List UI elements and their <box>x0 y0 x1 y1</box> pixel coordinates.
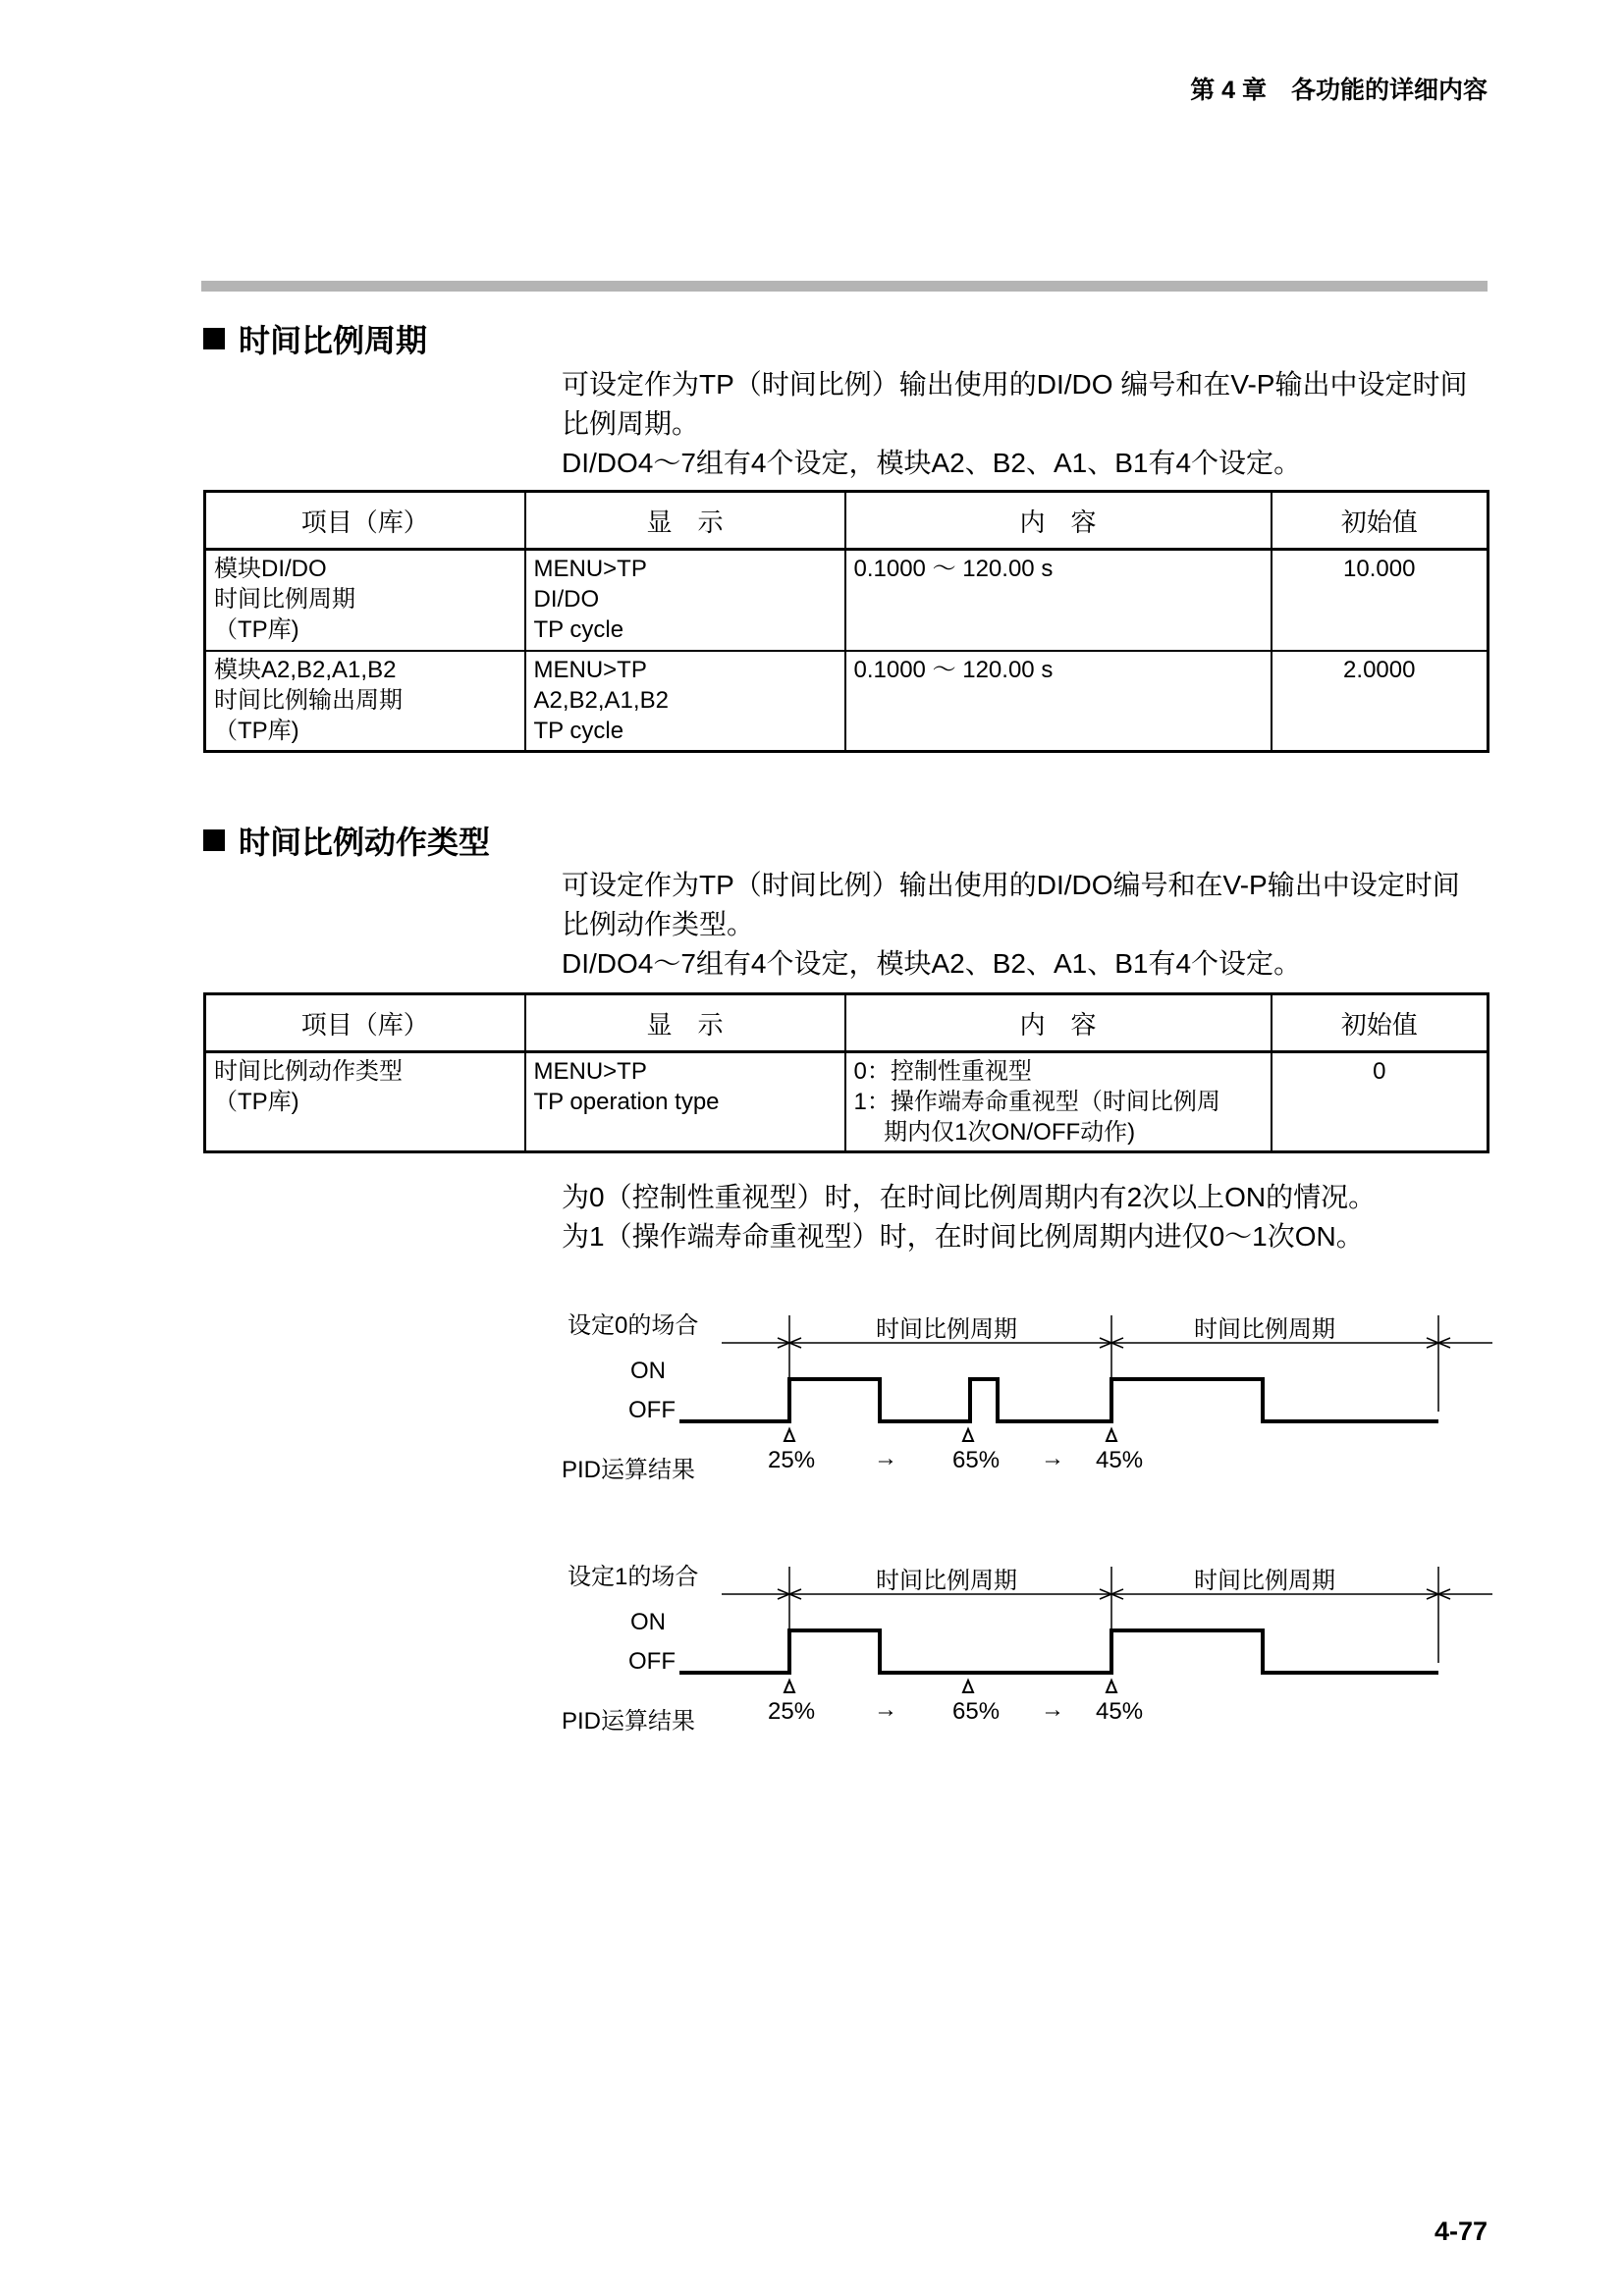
content-cell <box>845 1052 1272 1152</box>
paragraph-line: DI/DO4～7组有4个设定，模块A2、B2、A1、B1有4个设定。 <box>562 948 1302 979</box>
cell-text: 时间比例动作类型 <box>214 1058 403 1085</box>
cell-text: （TP库) <box>214 717 299 744</box>
cell-text: 0.1000 ～ 120.00 s <box>853 556 1054 582</box>
section2-notes <box>562 1178 1489 1256</box>
cell-text: TP cycle <box>533 616 624 643</box>
section-title-text: 时间比例周期 <box>239 323 428 358</box>
cell-text: （TP库) <box>214 616 299 643</box>
content-cell <box>845 550 1272 651</box>
setting-label: 设定0的场合 <box>568 1312 699 1339</box>
display-cell <box>525 1052 845 1152</box>
table-row <box>205 651 1489 752</box>
pid-value: 65% <box>952 1447 1001 1473</box>
cell-text: A2,B2,A1,B2 <box>533 686 669 714</box>
pid-value: 25% <box>768 1698 816 1725</box>
pid-value: 25% <box>768 1447 816 1473</box>
square-bullet-icon <box>203 829 225 851</box>
content-cell <box>845 651 1272 752</box>
initial-value-cell: 2.0000 <box>1272 651 1489 752</box>
period-label: 时间比例周期 <box>876 1316 1017 1343</box>
initial-value-cell: 0 <box>1272 1052 1489 1152</box>
table-header-row <box>205 994 1489 1052</box>
column-header-display: 显 示 <box>525 994 845 1052</box>
arrow-right-icon: → <box>1041 1696 1064 1723</box>
cell-text: DI/DO <box>533 586 600 613</box>
section1-description <box>562 365 1489 483</box>
cell-text: MENU>TP <box>533 556 647 582</box>
item-cell <box>205 1052 525 1152</box>
initial-value-cell: 10.000 <box>1272 550 1489 651</box>
cell-text: TP operation type <box>533 1089 720 1115</box>
pid-value: 65% <box>952 1698 1001 1725</box>
pid-result-label: PID运算结果 <box>562 1457 696 1483</box>
cell-text: 1：操作端寿命重视型（时间比例周 <box>853 1089 1220 1115</box>
table-row <box>205 550 1489 651</box>
note-line: 为1（操作端寿命重视型）时，在时间比例周期内进仅0～1次ON。 <box>562 1221 1364 1252</box>
arrow-right-icon: → <box>874 1696 897 1723</box>
timing-diagram-setting-0 <box>550 1296 1492 1502</box>
cell-text: MENU>TP <box>533 1058 647 1085</box>
section-divider <box>201 281 1488 292</box>
on-label: ON <box>630 1358 666 1384</box>
arrow-right-icon: → <box>1041 1445 1064 1471</box>
column-header-display: 显 示 <box>525 492 845 550</box>
item-cell <box>205 651 525 752</box>
table-row <box>205 1052 1489 1152</box>
tp-cycle-table <box>203 490 1489 753</box>
paragraph-line: DI/DO4～7组有4个设定，模块A2、B2、A1、B1有4个设定。 <box>562 448 1302 478</box>
period-label: 时间比例周期 <box>1194 1568 1335 1594</box>
pid-value: 45% <box>1096 1698 1144 1725</box>
cell-text: MENU>TP <box>533 656 647 683</box>
paragraph-line: 比例动作类型。 <box>562 909 755 939</box>
pid-result-label: PID运算结果 <box>562 1708 696 1735</box>
off-label: OFF <box>628 1397 676 1423</box>
setting-label: 设定1的场合 <box>568 1564 699 1590</box>
display-cell <box>525 550 845 651</box>
paragraph-line: 可设定作为TP（时间比例）输出使用的DI/DO 编号和在V-P输出中设定时间 <box>562 369 1468 400</box>
table-header-row <box>205 492 1489 550</box>
cell-text: 时间比例周期 <box>214 586 355 613</box>
tp-operation-type-table <box>203 992 1489 1153</box>
off-label: OFF <box>628 1648 676 1675</box>
timing-diagram-setting-1 <box>550 1547 1492 1753</box>
column-header-content: 内 容 <box>845 492 1272 550</box>
period-label: 时间比例周期 <box>876 1568 1017 1594</box>
cell-text: 模块A2,B2,A1,B2 <box>214 656 397 683</box>
arrow-right-icon: → <box>874 1445 897 1471</box>
cell-text: 期内仅1次ON/OFF动作) <box>853 1119 1136 1146</box>
paragraph-line: 可设定作为TP（时间比例）输出使用的DI/DO编号和在V-P输出中设定时间 <box>562 870 1460 900</box>
pid-value: 45% <box>1096 1447 1144 1473</box>
cell-text: 模块DI/DO <box>214 556 327 582</box>
section2-description <box>562 866 1489 984</box>
page-number: 4-77 <box>1434 2216 1488 2246</box>
on-label: ON <box>630 1609 666 1635</box>
period-label: 时间比例周期 <box>1194 1316 1335 1343</box>
chapter-header: 第 4 章 各功能的详细内容 <box>1190 77 1488 104</box>
cell-text: 0：控制性重视型 <box>853 1058 1032 1085</box>
display-cell <box>525 651 845 752</box>
note-line: 为0（控制性重视型）时，在时间比例周期内有2次以上ON的情况。 <box>562 1182 1377 1212</box>
column-header-item: 项目（库） <box>205 492 525 550</box>
cell-text: 0.1000 ～ 120.00 s <box>853 656 1054 683</box>
item-cell <box>205 550 525 651</box>
square-bullet-icon <box>203 328 225 349</box>
cell-text: TP cycle <box>533 717 624 744</box>
section-title-tp-cycle <box>203 316 427 361</box>
column-header-initial: 初始值 <box>1272 994 1489 1052</box>
cell-text: （TP库) <box>214 1089 299 1115</box>
column-header-item: 项目（库） <box>205 994 525 1052</box>
section-title-text: 时间比例动作类型 <box>239 825 491 860</box>
paragraph-line: 比例周期。 <box>562 408 700 439</box>
section-title-tp-operation-type <box>203 818 490 863</box>
cell-text: 时间比例输出周期 <box>214 686 403 714</box>
column-header-initial: 初始值 <box>1272 492 1489 550</box>
column-header-content: 内 容 <box>845 994 1272 1052</box>
